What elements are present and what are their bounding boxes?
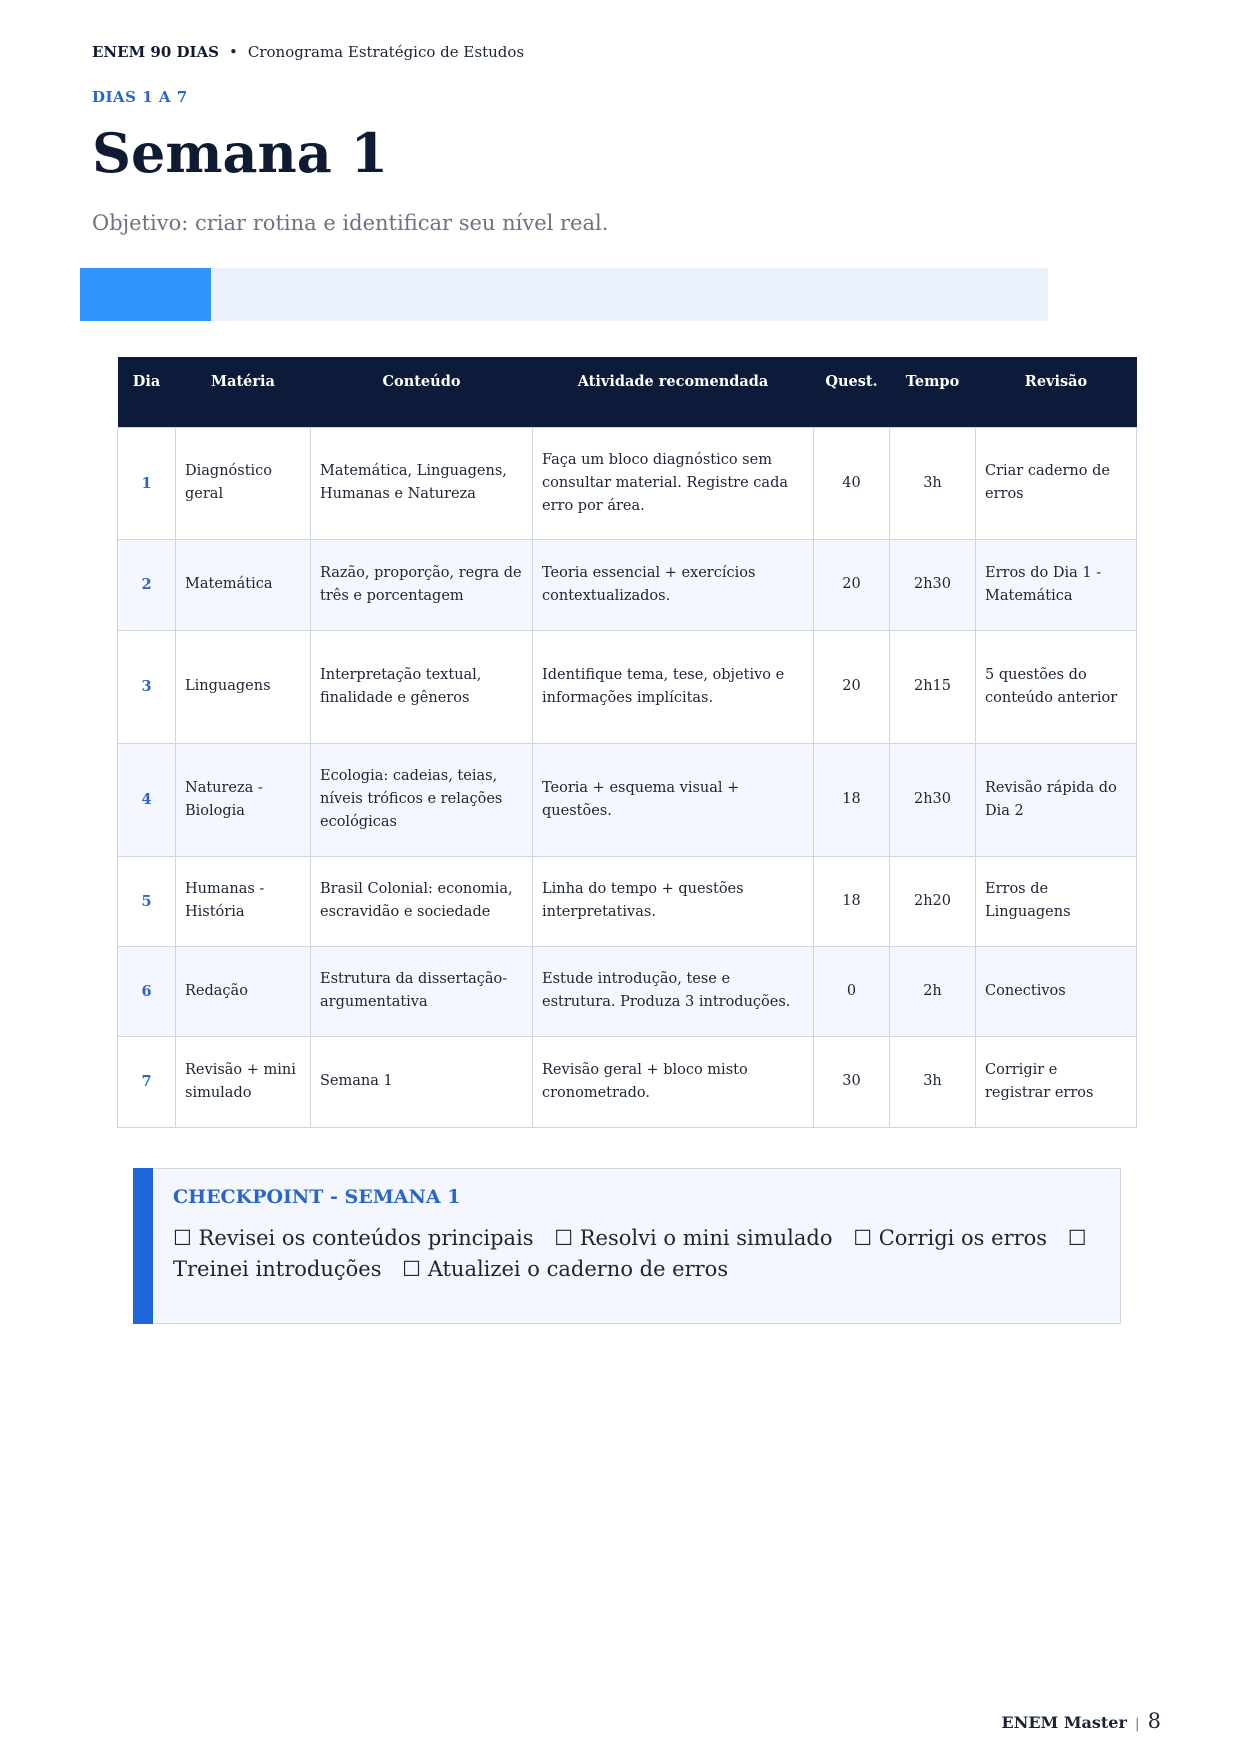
table-row <box>118 427 1137 539</box>
table-row <box>118 856 1137 946</box>
cell-conteudo: Brasil Colonial: economia, escravidão e sociedade <box>311 856 533 946</box>
header-brand: ENEM 90 DIAS <box>92 43 219 61</box>
col-header-materia: Matéria <box>176 357 311 427</box>
cell-materia: Diagnóstico geral <box>176 427 311 539</box>
cell-dia: 1 <box>118 427 176 539</box>
cell-dia: 2 <box>118 539 176 630</box>
section-kicker: DIAS 1 A 7 <box>92 88 188 106</box>
checklist-item[interactable] <box>554 1226 832 1250</box>
table-row <box>118 743 1137 856</box>
checklist-item-label: Resolvi o mini simulado <box>579 1226 833 1250</box>
cell-atividade: Estude introdução, tese e estrutura. Produza 3 introduções. <box>533 946 814 1036</box>
cell-quest: 20 <box>814 539 890 630</box>
table-header-row <box>118 357 1137 427</box>
cell-tempo: 2h20 <box>890 856 976 946</box>
checkpoint-checklist <box>173 1223 1093 1285</box>
page-title: Semana 1 <box>92 121 389 185</box>
cell-quest: 30 <box>814 1036 890 1127</box>
footer-separator: | <box>1134 1716 1140 1732</box>
cell-revisao: Conectivos <box>976 946 1137 1036</box>
col-header-conteudo: Conteúdo <box>311 357 533 427</box>
checklist-item[interactable] <box>173 1226 534 1250</box>
cell-materia: Matemática <box>176 539 311 630</box>
col-header-dia: Dia <box>118 357 176 427</box>
footer-brand: ENEM Master <box>1001 1713 1127 1732</box>
col-header-atividade: Atividade recomendada <box>533 357 814 427</box>
col-header-tempo: Tempo <box>890 357 976 427</box>
cell-quest: 18 <box>814 743 890 856</box>
checklist-item-label: Revisei os conteúdos principais <box>198 1226 534 1250</box>
cell-revisao: Erros do Dia 1 - Matemática <box>976 539 1137 630</box>
cell-revisao: 5 questões do conteúdo anterior <box>976 630 1137 743</box>
cell-atividade: Linha do tempo + questões interpretativas. <box>533 856 814 946</box>
checkpoint-box <box>133 1168 1121 1324</box>
cell-dia: 5 <box>118 856 176 946</box>
col-header-revisao: Revisão <box>976 357 1137 427</box>
cell-materia: Revisão + mini simulado <box>176 1036 311 1127</box>
cell-conteudo: Semana 1 <box>311 1036 533 1127</box>
progress-bar-fill <box>80 268 211 321</box>
cell-materia: Humanas - História <box>176 856 311 946</box>
running-header <box>92 43 524 61</box>
checkpoint-accent-bar <box>133 1168 153 1324</box>
cell-materia: Natureza - Biologia <box>176 743 311 856</box>
cell-tempo: 2h30 <box>890 743 976 856</box>
progress-bar <box>80 268 1048 321</box>
page-objective: Objetivo: criar rotina e identificar seu nível real. <box>92 211 609 235</box>
cell-revisao: Criar caderno de erros <box>976 427 1137 539</box>
cell-atividade: Teoria + esquema visual + questões. <box>533 743 814 856</box>
cell-conteudo: Razão, proporção, regra de três e porcentagem <box>311 539 533 630</box>
cell-materia: Linguagens <box>176 630 311 743</box>
checklist-item-label: Treinei introduções <box>173 1257 382 1281</box>
cell-tempo: 3h <box>890 1036 976 1127</box>
cell-quest: 0 <box>814 946 890 1036</box>
cell-dia: 7 <box>118 1036 176 1127</box>
cell-atividade: Teoria essencial + exercícios contextualizados. <box>533 539 814 630</box>
cell-atividade: Revisão geral + bloco misto cronometrado. <box>533 1036 814 1127</box>
page-footer <box>1002 1709 1161 1733</box>
cell-revisao: Revisão rápida do Dia 2 <box>976 743 1137 856</box>
cell-atividade: Faça um bloco diagnóstico sem consultar material. Registre cada erro por área. <box>533 427 814 539</box>
checklist-item[interactable] <box>402 1257 728 1281</box>
cell-dia: 6 <box>118 946 176 1036</box>
cell-tempo: 2h15 <box>890 630 976 743</box>
cell-revisao: Erros de Linguagens <box>976 856 1137 946</box>
table-row <box>118 946 1137 1036</box>
page-number: 8 <box>1147 1709 1161 1733</box>
checkbox-icon[interactable]: ☐ <box>853 1226 873 1250</box>
cell-tempo: 2h30 <box>890 539 976 630</box>
col-header-quest: Quest. <box>814 357 890 427</box>
checkbox-icon[interactable]: ☐ <box>402 1257 421 1281</box>
checklist-item[interactable] <box>853 1226 1047 1250</box>
cell-conteudo: Ecologia: cadeias, teias, níveis tróficos e relações ecológicas <box>311 743 533 856</box>
cell-tempo: 2h <box>890 946 976 1036</box>
cell-conteudo: Estrutura da dissertação-argumentativa <box>311 946 533 1036</box>
checkbox-icon[interactable]: ☐ <box>1067 1226 1087 1250</box>
cell-conteudo: Matemática, Linguagens, Humanas e Natureza <box>311 427 533 539</box>
checkpoint-title: CHECKPOINT - SEMANA 1 <box>173 1186 461 1208</box>
schedule-table <box>117 357 1137 1128</box>
table-row <box>118 539 1137 630</box>
header-subtitle: Cronograma Estratégico de Estudos <box>247 43 525 61</box>
cell-atividade: Identifique tema, tese, objetivo e informações implícitas. <box>533 630 814 743</box>
table-row <box>118 1036 1137 1127</box>
cell-quest: 18 <box>814 856 890 946</box>
cell-conteudo: Interpretação textual, finalidade e gêneros <box>311 630 533 743</box>
table-row <box>118 630 1137 743</box>
checkbox-icon[interactable]: ☐ <box>173 1226 192 1250</box>
cell-tempo: 3h <box>890 427 976 539</box>
cell-revisao: Corrigir e registrar erros <box>976 1036 1137 1127</box>
checklist-item-label: Atualizei o caderno de erros <box>427 1257 729 1281</box>
cell-materia: Redação <box>176 946 311 1036</box>
cell-dia: 3 <box>118 630 176 743</box>
header-separator: • <box>229 43 238 61</box>
checklist-item-label: Corrigi os erros <box>878 1226 1048 1250</box>
cell-quest: 20 <box>814 630 890 743</box>
cell-dia: 4 <box>118 743 176 856</box>
checkbox-icon[interactable]: ☐ <box>554 1226 574 1250</box>
cell-quest: 40 <box>814 427 890 539</box>
